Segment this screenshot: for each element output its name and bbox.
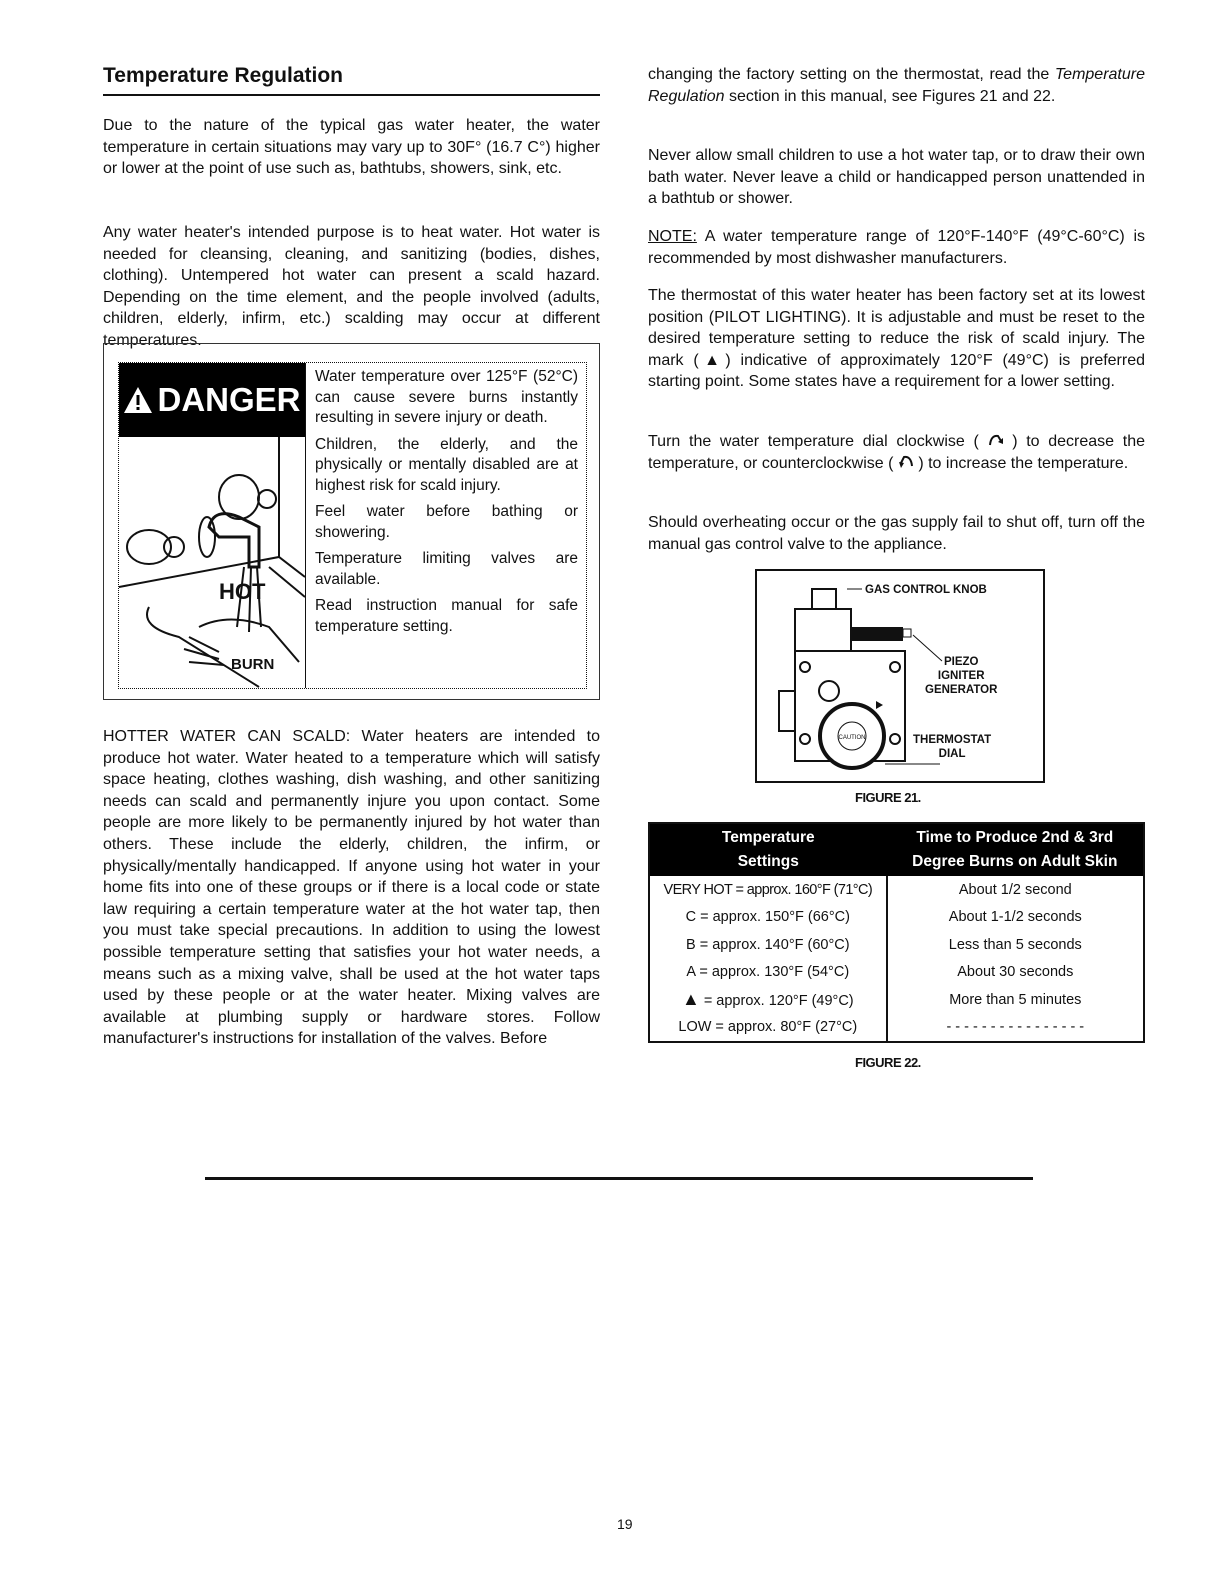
- table-row: A = approx. 130°F (54°C) About 30 seconds: [649, 959, 1144, 987]
- column-header-burn-time: Time to Produce 2nd & 3rd Degree Burns on Adult Skin: [887, 823, 1144, 876]
- table-row: VERY HOT = approx. 160°F (71°C) About 1/2 second: [649, 876, 1144, 904]
- triangle-mark-icon: ▲: [681, 989, 700, 1010]
- warning-triangle-icon: [123, 386, 153, 414]
- table-row: LOW = approx. 80°F (27°C) - - - - - - - - - - - - - - - -: [649, 1014, 1144, 1043]
- page-number: 19: [617, 1516, 633, 1532]
- gas-control-valve-drawing: [757, 571, 1043, 781]
- burn-text: BURN: [231, 656, 275, 673]
- table-row: B = approx. 140°F (60°C) Less than 5 seconds: [649, 931, 1144, 959]
- clockwise-arrow-icon: [988, 432, 1004, 446]
- danger-item: Read instruction manual for safe temperature setting.: [315, 597, 578, 635]
- thermostat-dial-label: THERMOSTAT DIAL: [913, 734, 992, 760]
- hot-text: HOT: [219, 579, 266, 604]
- column-header-temperature: Temperature Settings: [649, 823, 887, 876]
- dial-paragraph: Turn the water temperature dial clockwise ( ) to decrease the temperature, or counterclockwise ( ) to increase the temperature.: [648, 433, 1146, 472]
- burn-time-table: [648, 822, 1145, 1043]
- table-row: ▲ = approx. 120°F (49°C) More than 5 minutes: [649, 986, 1144, 1014]
- table-row: C = approx. 150°F (66°C) About 1-1/2 seconds: [649, 904, 1144, 932]
- danger-header: [119, 363, 305, 437]
- danger-label: [103, 343, 600, 700]
- figure-21-caption: FIGURE 21.: [855, 790, 921, 805]
- figure-22-caption: FIGURE 22.: [855, 1055, 921, 1070]
- note-label: NOTE:: [648, 228, 697, 245]
- scald-warning-paragraph: HOTTER WATER CAN SCALD: Water heaters are intended to produce hot water. Water heated to a temperature which will satisfy space heating, clothes washing, dish washing, and other sanitizing needs can scald and permanently injure you upon contact. Some people are more likely to be permanently injured by hot water than others. These include the elderly, children, the infirm, or physically/mentally handicapped. If anyone using hot water in your home fits into one of these groups or if there is a local code or state law requiring a certain temperature water at the hot water tap, then you must take special precautions. In addition to using the lowest possible temperature setting that satisfies your hot water needs, a means such as a mixing valve, shall be used at the hot water taps used by these people or at the water heater. Mixing valves are available at plumbing supply or hardware stores. Follow manufacturer's instructions for installation of the valves. Before: [103, 728, 600, 1048]
- piezo-igniter-label: PIEZO IGNITER GENERATOR: [925, 656, 998, 696]
- danger-messages: [305, 363, 586, 688]
- danger-title: DANGER: [157, 381, 301, 418]
- children-paragraph: Never allow small children to use a hot water tap, or to draw their own bath water. Never leave a child or handicapped person unattended in a bathtub or shower.: [648, 147, 1145, 208]
- hot-water-burn-illustration: [119, 437, 305, 688]
- section-reference: Temperature Regulation: [648, 66, 1145, 105]
- gas-control-knob-label: GAS CONTROL KNOB: [865, 584, 987, 596]
- factory-setting-paragraph: changing the factory setting on the thermostat, read the Temperature Regulation section in this manual, see Figures 21 and 22.: [648, 66, 1145, 105]
- purpose-paragraph: Any water heater's intended purpose is to heat water. Hot water is needed for cleansing, cleaning, and sanitizing (bodies, dishes, clothing). Untempered hot water can present a scald hazard. Depending on the time element, and the people involved (adults, children, elderly, infirm, etc.) scalding may occur at different temperatures.: [103, 224, 600, 349]
- footer-divider: [205, 1177, 1033, 1180]
- overheating-paragraph: Should overheating occur or the gas supply fail to shut off, turn off the manual gas control valve to the appliance.: [648, 514, 1145, 553]
- triangle-mark-icon: ▲: [698, 351, 726, 369]
- caution-text: CAUTION: [838, 735, 866, 741]
- counterclockwise-arrow-icon: [898, 454, 914, 468]
- figure-21-gas-control-diagram: [755, 569, 1045, 783]
- section-heading: Temperature Regulation: [103, 64, 600, 96]
- thermostat-paragraph: The thermostat of this water heater has been factory set at its lowest position (PILOT LIGHTING). It is adjustable and must be reset to the desired temperature setting to reduce the risk of scald injury. The mark (▲) indicative of approximately 120°F (49°C) is preferred starting point. Some states have a requirement for a lower setting.: [648, 287, 1146, 391]
- danger-item: Water temperature over 125°F (52°C) can cause severe burns instantly resulting in severe injury or death.: [315, 368, 578, 426]
- danger-item: Feel water before bathing or showering.: [315, 503, 578, 541]
- note-paragraph: NOTE: A water temperature range of 120°F-140°F (49°C-60°C) is recommended by most dishwasher manufacturers.: [648, 228, 1145, 267]
- danger-item: Temperature limiting valves are available.: [315, 550, 578, 588]
- danger-item: Children, the elderly, and the physically or mentally disabled are at highest risk for scald injury.: [315, 435, 578, 494]
- intro-paragraph: Due to the nature of the typical gas water heater, the water temperature in certain situations may vary up to 30F° (16.7 C°) higher or lower at the point of use such as, bathtubs, showers, sink, etc.: [103, 117, 600, 178]
